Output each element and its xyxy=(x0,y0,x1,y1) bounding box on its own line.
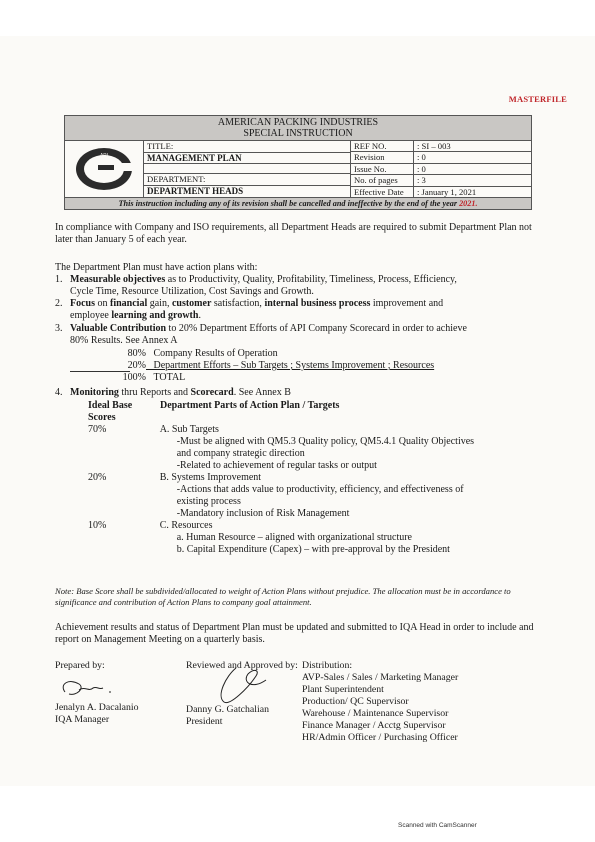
department-value: DEPARTMENT HEADS xyxy=(147,185,244,196)
meta-row: No. of pages : 3 xyxy=(351,175,531,186)
plan-lead: The Department Plan must have action plans with: xyxy=(55,262,258,273)
company-logo xyxy=(65,141,144,197)
list-item: AVP-Sales / Sales / Marketing Manager xyxy=(302,672,459,683)
approved-by-block: Reviewed and Approved by: Danny G. Gatchalian President xyxy=(186,660,298,727)
company-name: AMERICAN PACKING INDUSTRIES xyxy=(217,117,379,128)
breakdown-list xyxy=(120,348,540,384)
header-company-block xyxy=(65,116,531,141)
breakdown-row: 80% Company Results of Operation xyxy=(127,348,278,359)
logo-text: API xyxy=(99,153,109,160)
document-meta xyxy=(351,141,531,197)
meta-row: Effective Date : January 1, 2021 xyxy=(351,187,531,197)
list-item: Finance Manager / Acctg Supervisor xyxy=(302,720,446,731)
department-label: DEPARTMENT: xyxy=(144,174,350,186)
table-row: 70% A. Sub Targets -Must be aligned with QM5.3 Quality policy, QM5.4.1 Quality Objectives and company strategic direction -Related to achievement of regular tasks or output xyxy=(88,424,475,471)
distribution-block: Distribution: AVP-Sales / Sales / Marketing Manager Plant Superintendent Production/ QC Supervisor Warehouse / Maintenance Supervisor Finance Manager / Acctg Supervisor HR/Admin Officer / Purchasing Officer xyxy=(302,660,459,743)
title-value: MANAGEMENT PLAN xyxy=(144,153,350,165)
meta-row: Revision : 0 xyxy=(351,152,531,163)
prepared-by-block: Prepared by: Jenalyn A. Dacalanio IQA Manager xyxy=(55,660,139,725)
title-label: TITLE: xyxy=(144,141,350,153)
table-row: 20% B. Systems Improvement -Actions that adds value to productivity, efficiency, and effectiveness of existing process -Mandatory inclusion of Risk Management xyxy=(88,472,464,519)
validity-notice: This instruction including any of its revision shall be cancelled and ineffective by the end of the year 2021. xyxy=(65,198,531,209)
meta-row: REF NO. : SI – 003 xyxy=(351,141,531,152)
breakdown-row: 20% Department Efforts – Sub Targets ; Systems Improvement ; Resources xyxy=(127,360,435,371)
list-item: HR/Admin Officer / Purchasing Officer xyxy=(302,732,458,743)
breakdown-row: 100% TOTAL xyxy=(122,372,186,383)
list-item-3: 3. Valuable Contribution to 20% Department Efforts of API Company Scorecard in order to achieve 80% Results. See Annex A xyxy=(55,323,467,346)
document-type: SPECIAL INSTRUCTION xyxy=(243,128,353,139)
score-table: Ideal Base Scores Department Parts of Action Plan / Targets 70% A. Sub Targets -Must be aligned with QM5.3 Quality policy, QM5.4.1 Quality Objectives and company strategic direction -Related to achievement of regular tasks or output 20% B. Systems Improvement -Actions that adds value to productivity, efficiency, and effectiveness of existing process -Mandatory inclusion of Risk Management 10% C. Resources a. Human Resource – aligned with organizational structure b. Capital Expenditure (Capex) – with pre-approval by the President xyxy=(88,400,538,556)
document-header-table xyxy=(64,115,532,210)
meta-row: Issue No. : 0 xyxy=(351,164,531,175)
signature-approved xyxy=(196,666,286,706)
list-item: Plant Superintendent xyxy=(302,684,384,695)
table-row: 10% C. Resources a. Human Resource – aligned with organizational structure b. Capital Expenditure (Capex) – with pre-approval by the President xyxy=(88,520,450,555)
note-paragraph: Note: Base Score shall be subdivided/allocated to weight of Action Plans without prejudice. The allocation must be in accordance to significance and contribution of Action Plans to company goal attainment. xyxy=(55,586,511,607)
col-header-parts: Department Parts of Action Plan / Targets xyxy=(160,400,340,411)
breakdown-underline xyxy=(70,371,130,372)
col-header-score: Ideal Base xyxy=(88,400,133,411)
list-item: Production/ QC Supervisor xyxy=(302,696,409,707)
intro-paragraph: In compliance with Company and ISO requirements, all Department Heads are required to submit Department Plan not later than January 5 of each year. xyxy=(55,222,532,245)
list-item: Warehouse / Maintenance Supervisor xyxy=(302,708,449,719)
masterfile-stamp: MASTERFILE xyxy=(508,94,567,104)
scanner-watermark: Scanned with CamScanner xyxy=(398,822,477,829)
closing-paragraph: Achievement results and status of Department Plan must be updated and submitted to IQA Head in order to include and report on Management Meeting on a quarterly basis. xyxy=(55,622,534,645)
list-item-1: 1. Measurable objectives as to Productivity, Quality, Profitability, Timeliness, Process, Efficiency, Cycle Time, Resource Utilization, Cost Savings and Growth. xyxy=(55,274,457,297)
list-item-4: 4. Monitoring thru Reports and Scorecard. See Annex B xyxy=(55,387,291,398)
signature-prepared xyxy=(55,676,125,702)
list-item-2: 2. Focus on financial gain, customer satisfaction, internal business process improvement and employee learning and growth. xyxy=(55,298,444,321)
